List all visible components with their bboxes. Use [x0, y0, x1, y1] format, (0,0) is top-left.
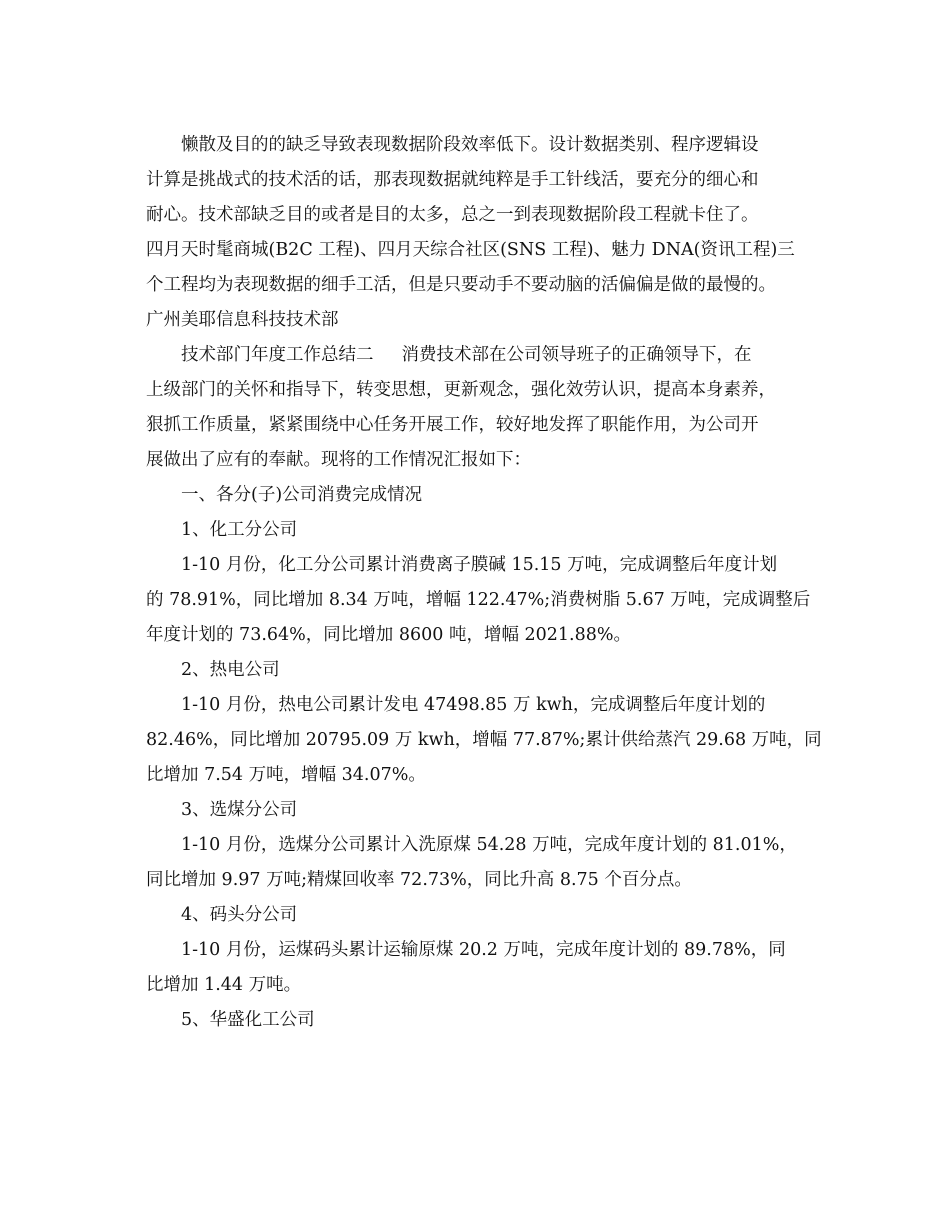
document-page: [146, 128, 822, 1038]
paragraph-line: [146, 338, 806, 373]
item-heading: 3、选煤分公司: [181, 800, 298, 820]
item-line: 比增加 1.44 万吨。: [146, 975, 302, 995]
paragraph-line: 懒散及目的的缺乏导致表现数据阶段效率低下。设计数据类别、程序逻辑设: [181, 135, 759, 155]
section-title: 技术部门年度工作总结二: [181, 345, 374, 365]
paragraph-line: 展做出了应有的奉献。现将的工作情况汇报如下：: [146, 450, 531, 470]
item-chemical: [146, 513, 811, 653]
item-line: 年度计划的 73.64%，同比增加 8600 吨，增幅 2021.88%。: [146, 625, 632, 645]
item-line: 1-10 月份，化工分公司累计消费离子膜碱 15.15 万吨，完成调整后年度计划: [181, 555, 778, 575]
paragraph-1: [146, 128, 806, 338]
paragraph-line: 上级部门的关怀和指导下，转变思想，更新观念，强化效劳认识，提高本身素养，: [146, 380, 776, 400]
item-line: 1-10 月份，选煤分公司累计入洗原煤 54.28 万吨，完成年度计划的 81.01%，: [181, 835, 797, 855]
item-heading: 5、华盛化工公司: [181, 1010, 315, 1030]
item-line: 82.46%，同比增加 20795.09 万 kwh，增幅 77.87%;累计供给蒸汽 29.68 万吨，同: [146, 730, 822, 750]
section-heading: 一、各分(子)公司消费完成情况: [181, 485, 423, 505]
item-coal-washing: [146, 793, 806, 898]
paragraph-line: 狠抓工作质量，紧紧围绕中心任务开展工作，较好地发挥了职能作用，为公司开: [146, 415, 759, 435]
item-line: 的 78.91%，同比增加 8.34 万吨，增幅 122.47%;消费树脂 5.67 万吨，完成调整后: [146, 590, 811, 610]
department-signature: 广州美耶信息科技技术部: [146, 310, 339, 330]
paragraph-text: 消费技术部在公司领导班子的正确领导下，在: [401, 345, 752, 365]
item-line: 1-10 月份，运煤码头累计运输原煤 20.2 万吨，完成年度计划的 89.78%，同: [181, 940, 786, 960]
item-line: 比增加 7.54 万吨，增幅 34.07%。: [146, 765, 426, 785]
paragraph-line: 个工程均为表现数据的细手工活，但是只要动手不要动脑的活偏偏是做的最慢的。: [146, 275, 776, 295]
item-thermal-power: [146, 653, 822, 793]
paragraph-line: 耐心。技术部缺乏目的或者是目的太多，总之一到表现数据阶段工程就卡住了。: [146, 205, 759, 225]
paragraph-line: 计算是挑战式的技术活的话，那表现数据就纯粹是手工针线活，要充分的细心和: [146, 170, 759, 190]
item-wharf: [146, 898, 806, 1003]
item-heading: 4、码头分公司: [181, 905, 298, 925]
item-heading: 2、热电公司: [181, 660, 280, 680]
item-huasheng: [146, 1003, 806, 1038]
item-line: 同比增加 9.97 万吨;精煤回收率 72.73%，同比升高 8.75 个百分点。: [146, 870, 692, 890]
item-line: 1-10 月份，热电公司累计发电 47498.85 万 kwh，完成调整后年度计划的: [181, 695, 766, 715]
paragraph-2: [146, 338, 806, 478]
paragraph-line: 四月天时髦商城(B2C 工程)、四月天综合社区(SNS 工程)、魅力 DNA(资讯工程)三: [146, 240, 795, 260]
item-heading: 1、化工分公司: [181, 520, 298, 540]
